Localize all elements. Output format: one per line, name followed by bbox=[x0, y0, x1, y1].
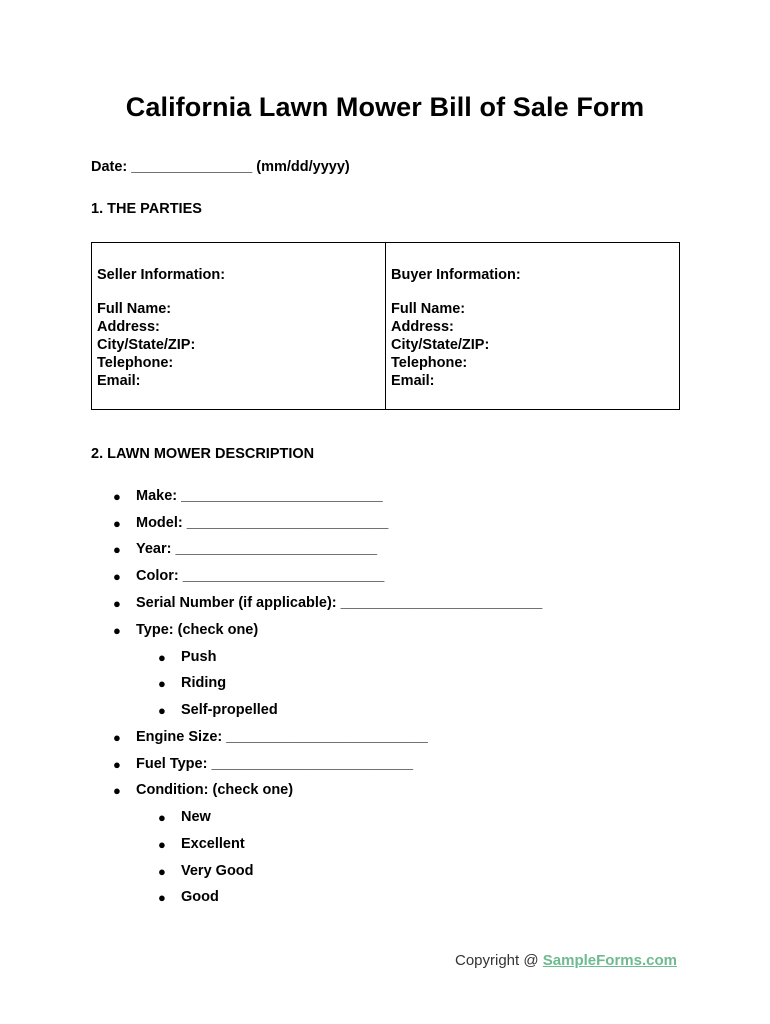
bullet-icon: ● bbox=[113, 489, 121, 504]
bullet-icon: ● bbox=[113, 516, 121, 531]
bullet-icon: ● bbox=[158, 837, 166, 852]
seller-email-label: Email: bbox=[97, 373, 141, 389]
parties-table bbox=[91, 242, 680, 410]
bullet-icon: ● bbox=[113, 757, 121, 772]
sampleforms-link[interactable]: SampleForms.com bbox=[542, 952, 677, 969]
model-field: Model: _________________________ bbox=[136, 515, 389, 531]
copyright-footer bbox=[455, 952, 677, 969]
buyer-telephone-label: Telephone: bbox=[391, 355, 468, 371]
bullet-icon: ● bbox=[113, 783, 121, 798]
condition-label: Condition: (check one) bbox=[136, 782, 294, 798]
condition-option-good: Good bbox=[181, 889, 219, 905]
seller-telephone-label: Telephone: bbox=[97, 355, 174, 371]
bullet-icon: ● bbox=[113, 596, 121, 611]
seller-city-state-zip-label: City/State/ZIP: bbox=[97, 337, 196, 353]
seller-address-label: Address: bbox=[97, 319, 160, 335]
bullet-icon: ● bbox=[113, 623, 121, 638]
seller-column bbox=[92, 243, 385, 409]
bullet-icon: ● bbox=[158, 810, 166, 825]
page-title: California Lawn Mower Bill of Sale Form bbox=[125, 92, 645, 122]
bullet-icon: ● bbox=[113, 569, 121, 584]
date-line: Date: _______________ (mm/dd/yyyy) bbox=[91, 159, 350, 175]
fuel-type-field: Fuel Type: _________________________ bbox=[136, 756, 414, 772]
type-label: Type: (check one) bbox=[136, 622, 259, 638]
seller-fields bbox=[97, 300, 195, 390]
buyer-address-label: Address: bbox=[391, 319, 454, 335]
condition-option-excellent: Excellent bbox=[181, 836, 245, 852]
section-parties-heading: 1. THE PARTIES bbox=[91, 201, 202, 217]
condition-option-very-good: Very Good bbox=[181, 863, 254, 879]
condition-option-new: New bbox=[181, 809, 211, 825]
bullet-icon: ● bbox=[158, 890, 166, 905]
serial-number-field: Serial Number (if applicable): _________________________ bbox=[136, 595, 543, 611]
bullet-icon: ● bbox=[158, 650, 166, 665]
make-field: Make: _________________________ bbox=[136, 488, 383, 504]
type-option-self-propelled: Self-propelled bbox=[181, 702, 278, 718]
bullet-icon: ● bbox=[158, 864, 166, 879]
engine-size-field: Engine Size: _________________________ bbox=[136, 729, 428, 745]
buyer-city-state-zip-label: City/State/ZIP: bbox=[391, 337, 490, 353]
section-description-heading: 2. LAWN MOWER DESCRIPTION bbox=[91, 446, 315, 462]
bullet-icon: ● bbox=[113, 730, 121, 745]
color-field: Color: _________________________ bbox=[136, 568, 385, 584]
year-field: Year: _________________________ bbox=[136, 541, 378, 557]
seller-heading: Seller Information: bbox=[97, 267, 226, 283]
buyer-email-label: Email: bbox=[391, 373, 435, 389]
buyer-fields bbox=[391, 300, 489, 390]
type-option-push: Push bbox=[181, 649, 217, 665]
buyer-heading: Buyer Information: bbox=[391, 267, 521, 283]
type-option-riding: Riding bbox=[181, 675, 227, 691]
bullet-icon: ● bbox=[158, 676, 166, 691]
seller-full-name-label: Full Name: bbox=[97, 301, 172, 317]
bullet-icon: ● bbox=[158, 703, 166, 718]
buyer-full-name-label: Full Name: bbox=[391, 301, 466, 317]
bullet-icon: ● bbox=[113, 542, 121, 557]
copyright-prefix: Copyright @ bbox=[455, 952, 543, 969]
buyer-column bbox=[385, 243, 679, 409]
